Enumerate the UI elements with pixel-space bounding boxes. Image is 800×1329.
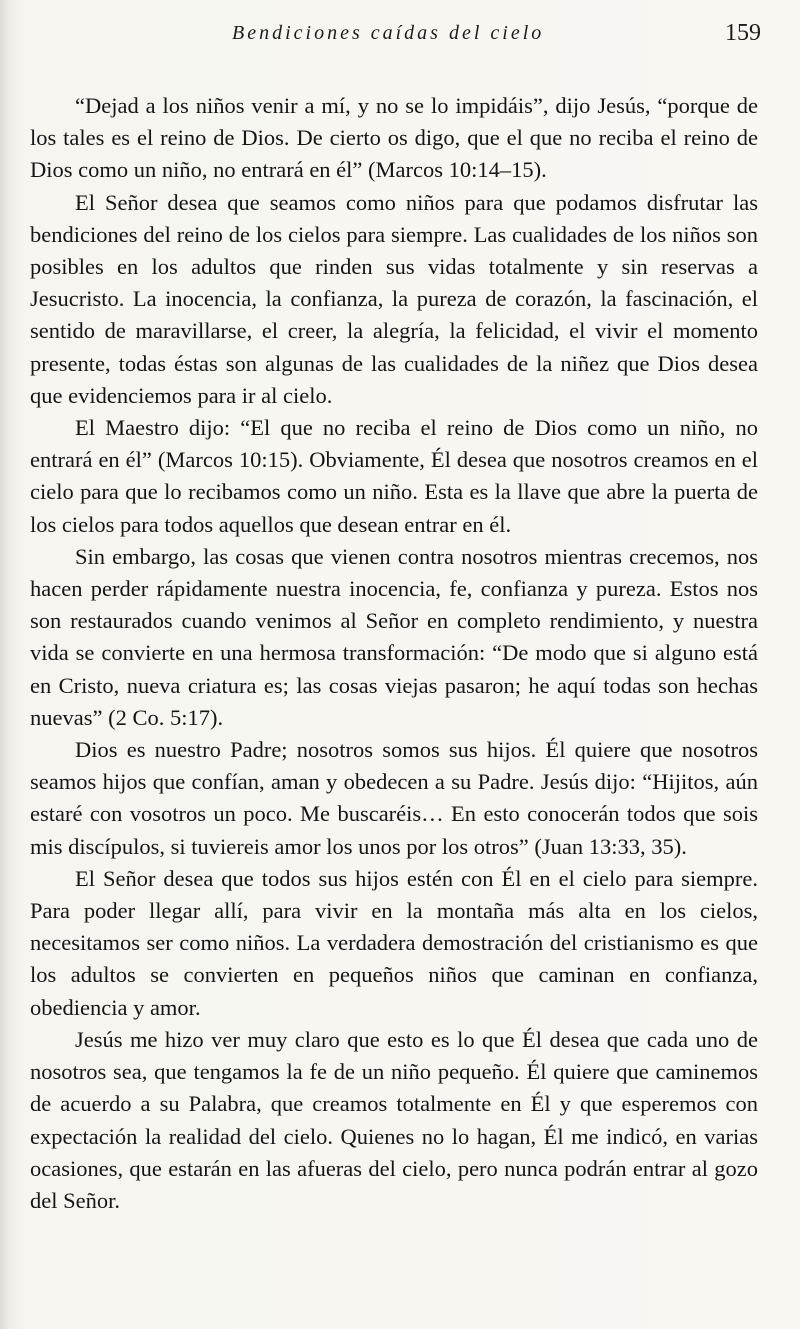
paragraph: El Señor desea que todos sus hijos estén con Él en el cielo para siempre. Para poder llegar allí, para vivir en la montaña más alta en los cielos, necesitamos ser como niños. La verdadera demostración del cristianismo es que los adultos se convierten en pequeños niños que caminan en confianza, obediencia y amor. (30, 865, 758, 1020)
paragraph: Dios es nuestro Padre; nosotros somos sus hijos. Él quiere que nosotros seamos hijos que confían, aman y obedecen a su Padre. Jesús dijo: “Hijitos, aún estaré con vosotros un poco. Me buscaréis… En esto conocerán todos que sois mis discípulos, si tuviereis amor los unos por los otros” (Juan 13:33, 35). (30, 737, 758, 859)
page-header (0, 14, 800, 54)
paragraph: Sin embargo, las cosas que vienen contra nosotros mientras crecemos, nos hacen perder rápidamente nuestra inocencia, fe, confianza y pureza. Estos nos son restaurados cuando venimos al Señor en completo rendimiento, y nuestra vida se convierte en una hermosa transformación: “De modo que si alguno está en Cristo, nueva criatura es; las cosas viejas pasaron; he aquí todas son hechas nuevas” (2 Co. 5:17). (30, 543, 758, 730)
body-text (30, 90, 758, 1217)
paragraph: El Maestro dijo: “El que no reciba el reino de Dios como un niño, no entrará en él” (Marcos 10:15). Obviamente, Él desea que nosotros creamos en el cielo para que lo recibamos como un niño. Esta es la llave que abre la puerta de los cielos para todos aquellos que desean entrar en él. (30, 415, 758, 537)
paragraph: Jesús me hizo ver muy claro que esto es lo que Él desea que cada uno de nosotros sea, que tengamos la fe de un niño pequeño. Él quiere que caminemos de acuerdo a su Palabra, que creamos totalmente en Él y que esperemos con expectación la realidad del cielo. Quienes no lo hagan, Él me indicó, en varias ocasiones, que estarán en las afueras del cielo, pero nunca podrán entrar al gozo del Señor. (30, 1026, 758, 1213)
paragraph: El Señor desea que seamos como niños para que podamos disfrutar las bendiciones del reino de los cielos para siempre. Las cualidades de los niños son posibles en los adultos que rinden sus vidas totalmente y sin reservas a Jesucristo. La inocencia, la confianza, la pureza de corazón, la fascinación, el sentido de maravillarse, el creer, la alegría, la felicidad, el vivir el momento presente, todas éstas son algunas de las cualidades de la niñez que Dios desea que evidenciemos para ir al cielo. (30, 189, 758, 408)
paragraph: “Dejad a los niños venir a mí, y no se lo impidáis”, dijo Jesús, “porque de los tales es el reino de Dios. De cierto os digo, que el que no reciba el reino de Dios como un niño, no entrará en él” (Marcos 10:14–15). (30, 93, 758, 183)
page-number: 159 (725, 20, 761, 46)
running-title: Bendiciones caídas del cielo (232, 22, 545, 44)
